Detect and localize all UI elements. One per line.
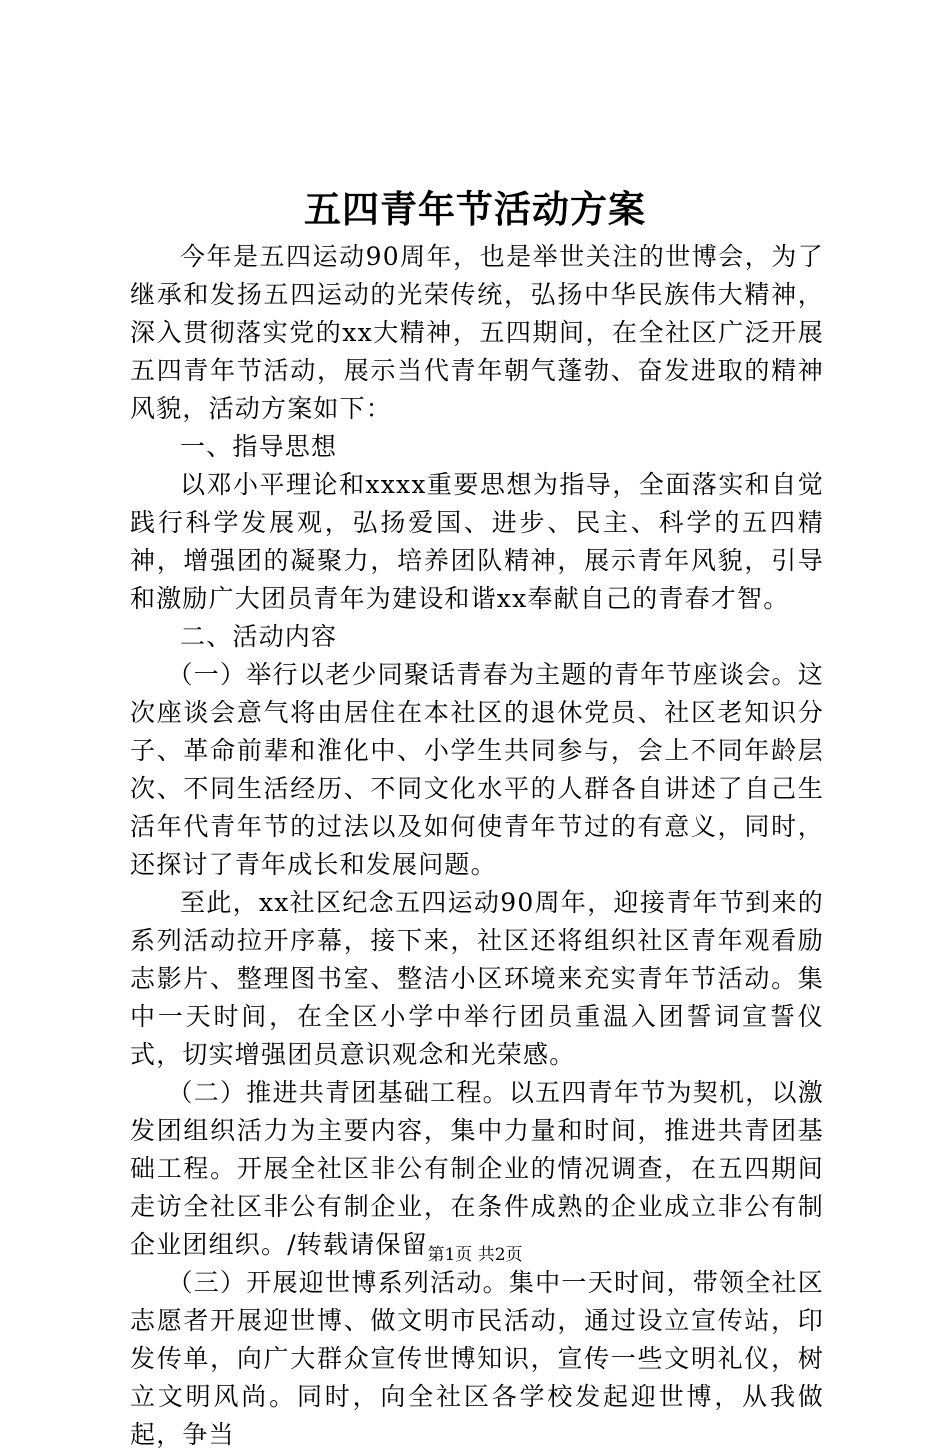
activity-item-3-paragraph: （三）开展迎世博系列活动。集中一天时间，带领全社区志愿者开展迎世博、做文明市民活动，通过设立宣传站，印发传单，向广大群众宣传世博知识，宣传一些文明礼仪，树立文明风尚。同时，向全社区各学校发起迎世博，从我做起，争当 bbox=[130, 1268, 824, 1449]
activity-item-2-paragraph: （二）推进共青团基础工程。以五四青年节为契机，以激发团组织活力为主要内容，集中力量和时间，推进共青团基础工程。开展全社区非公有制企业的情况调查，在五四期间走访全社区非公有制企业，在条件成熟的企业成立非公有制企业团组织。/转载请保留 bbox=[130, 1078, 824, 1259]
document-body bbox=[130, 238, 824, 1454]
activity-followup-paragraph: 至此，xx社区纪念五四运动90周年，迎接青年节到来的系列活动拉开序幕，接下来，社区还将组织社区青年观看励志影片、整理图书室、整洁小区环境来充实青年节活动。集中一天时间，在全区小学中举行团员重温入团誓词宣誓仪式，切实增强团员意识观念和光荣感。 bbox=[130, 888, 824, 1069]
guiding-ideology-paragraph: 以邓小平理论和xxxx重要思想为指导，全面落实和自觉践行科学发展观，弘扬爱国、进步、民主、科学的五四精神，增强团的凝聚力，培养团队精神，展示青年风貌，引导和激励广大团员青年为建设和谐xx奉献自己的青春才智。 bbox=[130, 470, 824, 613]
activity-item-1-paragraph: （一）举行以老少同聚话青春为主题的青年节座谈会。这次座谈会意气将由居住在本社区的退休党员、社区老知识分子、革命前辈和淮化中、小学生共同参与，会上不同年龄层次、不同生活经历、不同文化水平的人群各自讲述了自己生活年代青年节的过法以及如何使青年节过的有意义，同时，还探讨了青年成长和发展问题。 bbox=[130, 660, 824, 879]
section-heading-activity-content: 二、活动内容 bbox=[180, 622, 338, 651]
page-number-footer: 第1页 共2页 bbox=[427, 1245, 523, 1265]
intro-paragraph: 今年是五四运动90周年，也是举世关注的世博会，为了继承和发扬五四运动的光荣传统，弘扬中华民族伟大精神，深入贯彻落实党的xx大精神，五四期间，在全社区广泛开展五四青年节活动，展示当代青年朝气蓬勃、奋发进取的精神风貌，活动方案如下： bbox=[130, 242, 824, 423]
section-heading-guiding-ideology: 一、指导思想 bbox=[180, 432, 338, 461]
document-title: 五四青年节活动方案 bbox=[304, 187, 646, 231]
